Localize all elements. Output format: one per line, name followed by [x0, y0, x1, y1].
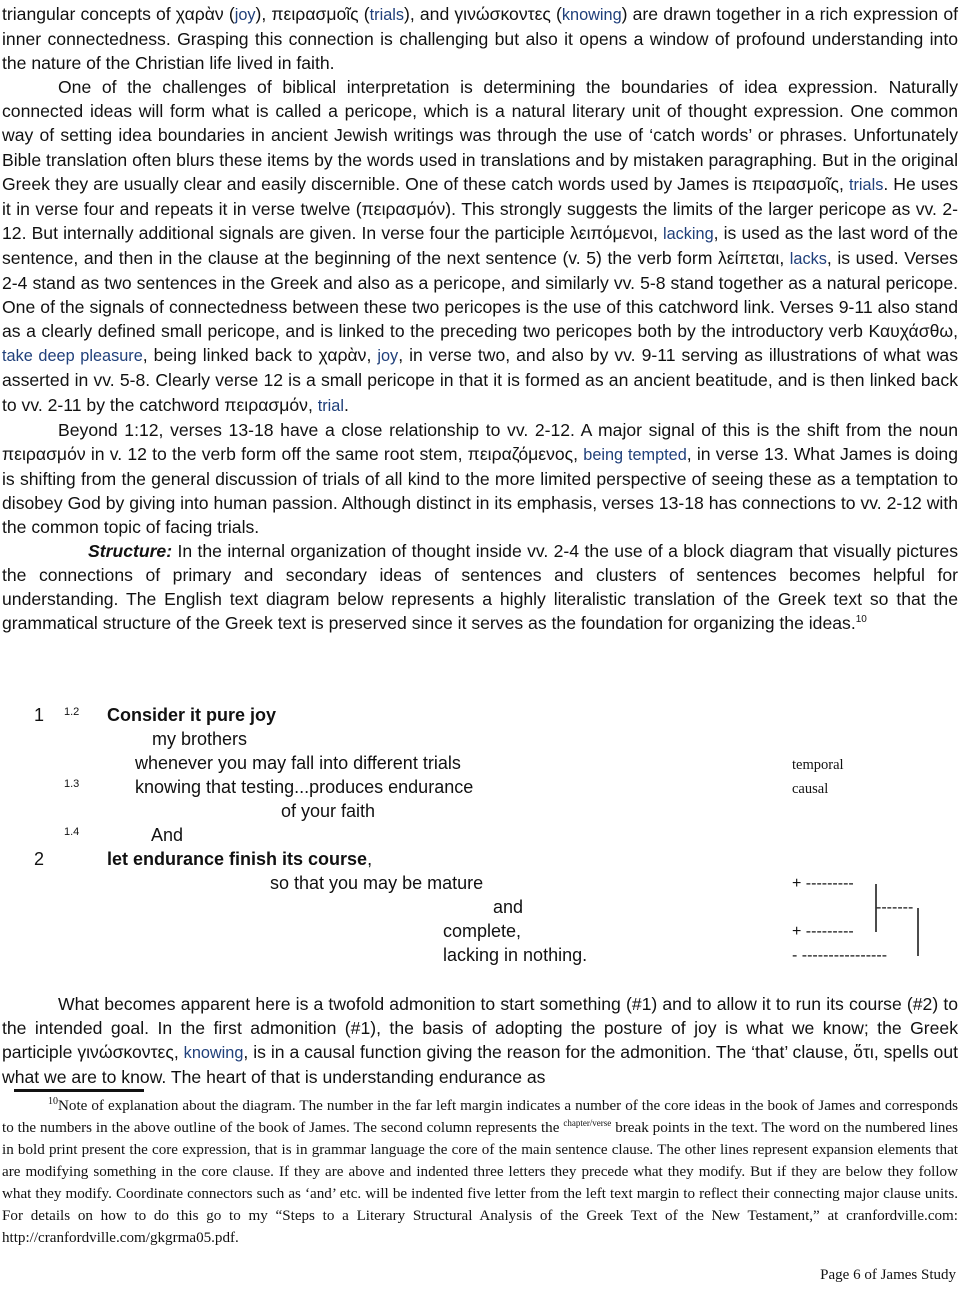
- verse-ref-1-3: 1.3: [64, 778, 80, 790]
- footnote-superscript: chapter/verse: [563, 1117, 612, 1128]
- note-temporal: temporal: [792, 757, 844, 773]
- diagram-line-4: knowing that testing...produces endurance: [135, 777, 474, 797]
- diagram-line-11: lacking in nothing.: [443, 945, 588, 965]
- gloss-trials: trials: [369, 6, 405, 24]
- core-line-2: let endurance finish its course: [107, 849, 368, 869]
- diagram-line-9: and: [493, 897, 524, 917]
- main-text: [2, 2, 958, 635]
- diagram-line-2: my brothers: [152, 729, 248, 749]
- gloss-joy: joy: [377, 347, 399, 366]
- gloss-knowing: knowing: [183, 1044, 244, 1063]
- core-line-1: Consider it pure joy: [107, 705, 277, 725]
- paragraph-1: triangular concepts of χαρὰν (joy), πειρασμοῖς (trials), and γινώσκοντες (knowing) are drawn together in a rich expression of inner connectedness. Grasping this connection is challenging but also it opens a window of profound understanding into the nature of the Christian life lived in faith.: [2, 4, 958, 74]
- gloss-joy: joy: [234, 6, 256, 24]
- note-causal: causal: [792, 781, 829, 797]
- diagram-line-3: whenever you may fall into different trials: [135, 753, 461, 773]
- gloss-being-tempted: being tempted: [583, 445, 687, 464]
- footnote-ref: 10: [855, 614, 867, 626]
- paragraph-structure: Structure: In the internal organization of thought inside vv. 2-4 the use of a block diagram that visually pictures the connections of primary and secondary ideas of sentences and clusters of sentences becomes helpful for understanding. The English text diagram below represents a highly literalistic translation of the Greek text so that the grammatical structure of the Greek text is preserved since it serves as the foundation for organizing the ideas.$^{10}$: [2, 541, 958, 634]
- core-number-1: 1: [34, 705, 45, 725]
- core-line-2-wrap: let endurance finish its course,: [107, 849, 373, 869]
- connector-plus-1: + ---------: [792, 875, 854, 892]
- gloss-take-deep-pleasure: take deep pleasure: [2, 347, 143, 366]
- connector-plus-2: + ---------: [792, 923, 854, 940]
- gloss-lacking: lacking: [662, 224, 714, 243]
- connector-lines: [0, 700, 960, 975]
- paragraph-2: One of the challenges of biblical interpretation is determining the boundaries of idea expression. Naturally connected ideas will form what is called a pericope, which is a natural literary unit of thought expression. One common way of setting idea boundaries in ancient Jewish writings was through the use of ‘catch words’ or phrases. Unfortunately Bible translation often blurs these items by the words used in translations and by mistaken paragraphing. But in the original Greek they are usually clear and easily discernible. One of these catch words used by James is πειρασμοῖς, trials. He uses it in verse four and repeats it in verse twelve (πειρασμόν). This strongly suggests the limits of the larger pericope as vv. 2-12. But internally additional signals are given. In verse four the participle λειπόμενοι, lacking, is used as the last word of the sentence, and then in the clause at the beginning of the next sentence (v. 5) the verb form λείπεται, lacks, is used. Verses 2-4 stand as two sentences in the Greek and also as a pericope, and similarly vv. 5-8 stand together as a natural pericope. One of the signals of connectedness between these two pericopes is the use of this catchword link. Verses 9-11 also stand as a clearly defined small pericope, and is linked to the preceding two pericopes both by the introductory verb Καυχάσθω, take deep pleasure, being linked back to χαρὰν, joy, in verse two, and also by vv. 9-11 serving as illustrations of what was asserted in vv. 5-8. Clearly verse 12 is a small pericope in that it is formed as an ancient beatitude, and is then linked back to vv. 2-11 by the catchword πειρασμόν, trial.: [2, 77, 958, 415]
- diagram-line-10: complete,: [443, 921, 522, 941]
- connector-join: -------: [876, 899, 914, 916]
- footnote-separator: [14, 1089, 144, 1092]
- structure-label: Structure:: [88, 541, 173, 562]
- gloss-trial: trial: [317, 396, 344, 415]
- block-diagram: [0, 700, 960, 975]
- verse-ref-1-2: 1.2: [64, 706, 80, 718]
- gloss-knowing: knowing: [561, 6, 622, 24]
- paragraph-3: Beyond 1:12, verses 13-18 have a close relationship to vv. 2-12. A major signal of this is the shift from the noun πειρασμόν in v. 12 to the verb form off the same root stem, πειραζόμενος, being tempted, in verse 13. What James is doing is shifting from the general discussion of trials of all kind to the more limited perspective of seeing these as a temptation to disobey God by giving into human passion. Although distinct in its emphasis, verses 13-18 has connections to vv. 2-12 with the common topic of facing trials.: [2, 419, 958, 537]
- footnote-mark: 10: [48, 1095, 58, 1107]
- closing-paragraph: What becomes apparent here is a twofold admonition to start something (#1) and to allow it to run its course (#2) to the intended goal. In the first admonition (#1), the basis of adopting the posture of joy is what we know; the Greek participle γινώσκοντες, knowing, is in a causal function giving the reason for the admonition. The ‘that’ clause, ὅτι, spells out what we are to know. The heart of that is understanding endurance as: [2, 994, 958, 1088]
- diagram-line-5: of your faith: [281, 801, 376, 821]
- diagram-line-8: so that you may be mature: [270, 873, 484, 893]
- core-number-2: 2: [34, 849, 45, 869]
- connector-minus: - ----------------: [792, 947, 888, 964]
- gloss-trials: trials: [848, 175, 884, 194]
- page-number: Page 6 of James Study: [820, 1267, 956, 1283]
- verse-ref-1-4: 1.4: [64, 826, 80, 838]
- footnote: $^{10}$Note of explanation about the diagram. The number in the far left margin indicates a number of the core ideas in the book of James and corresponds to the numbers in the above outline of the book of James. The second column represents the $^{chapter/verse}$ break points in the text. The word on the numbered lines in bold print present the core expression, that is in grammar language the core of the main sentence clause. The other lines represent expansion elements that are modifying something in the core clause. If they are above and indented three letters they precede what they modify. But if they are below they follow what they modify. Coordinate connectors such as ‘and’ etc. will be indented five letter from the left text margin to reflect their connecting major clause units. For details on how to do this go to my “Steps to a Literary Structural Analysis of the Greek Text of the New Testament,” at cranfordville.com: http://cranfordville.com/gkgrma05.pdf.: [2, 1095, 959, 1246]
- gloss-lacks: lacks: [789, 249, 827, 268]
- diagram-line-6: And: [151, 825, 184, 845]
